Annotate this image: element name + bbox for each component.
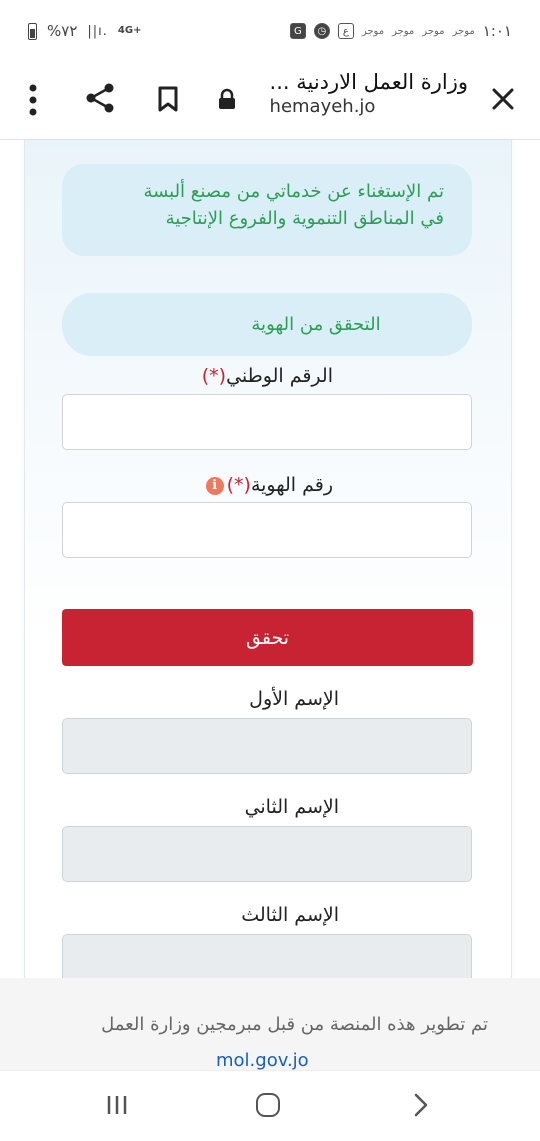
home-icon[interactable] <box>256 1093 280 1117</box>
second-name-label: الإسم الثاني <box>244 796 339 818</box>
third-name-field <box>62 934 472 978</box>
notification-label: موجر <box>452 25 475 37</box>
notification-label: موجر <box>422 25 445 37</box>
translate-notification-icon: G <box>290 23 306 39</box>
signal-icon: ||ı. <box>87 23 108 39</box>
battery-icon <box>28 23 37 40</box>
id-number-label-text: رقم الهوية <box>250 474 333 496</box>
required-mark: (*) <box>201 365 227 387</box>
recent-apps-icon[interactable] <box>106 1094 128 1116</box>
section-title: التحقق من الهوية <box>251 314 381 335</box>
status-right <box>290 22 512 40</box>
battery-percent: %٧٢ <box>47 22 78 40</box>
close-icon[interactable] <box>488 84 518 114</box>
system-navigation-bar <box>0 1070 540 1141</box>
notice-line-1: تم الإستغناء عن خدماتي من مصنع ألبسة <box>143 181 444 202</box>
share-icon[interactable] <box>85 82 115 114</box>
footer-text: تم تطوير هذه المنصة من قبل مبرمجين وزارة العمل <box>101 1014 488 1035</box>
identity-section-header <box>62 293 472 356</box>
browser-toolbar <box>0 62 540 140</box>
notice-line-2: في المناطق التنموية والفروع الإنتاجية <box>165 208 444 229</box>
national-id-input[interactable] <box>62 394 472 450</box>
notification-label: موجر <box>361 25 385 37</box>
lock-icon[interactable] <box>218 88 236 110</box>
second-name-field <box>62 826 472 882</box>
notification-label: موجر <box>392 25 415 37</box>
back-icon[interactable] <box>412 1093 430 1117</box>
page-title: وزارة العمل الاردنية ... <box>269 70 468 94</box>
national-id-label-text: الرقم الوطني <box>226 365 333 387</box>
page-footer <box>0 978 540 1070</box>
bookmark-icon[interactable] <box>158 86 178 112</box>
id-number-input[interactable] <box>62 502 472 558</box>
status-left <box>28 22 141 40</box>
notice-banner <box>62 164 472 256</box>
web-content <box>24 140 512 978</box>
id-number-label <box>206 474 333 496</box>
keyboard-notification-icon: ع <box>338 23 354 39</box>
status-bar <box>0 0 540 62</box>
info-icon[interactable]: i <box>206 477 224 495</box>
page-host: hemayeh.jo <box>269 96 376 117</box>
required-mark: (*) <box>226 474 251 496</box>
verify-button[interactable]: تحقق <box>62 609 473 666</box>
footer-link[interactable]: mol.gov.jo <box>216 1050 309 1070</box>
first-name-label: الإسم الأول <box>249 688 339 710</box>
first-name-field <box>62 718 472 774</box>
clock-time: ١:٠١ <box>482 22 512 40</box>
clock-notification-icon: ◷ <box>314 23 330 39</box>
page-info[interactable] <box>270 70 468 117</box>
third-name-label: الإسم الثالث <box>241 904 339 926</box>
network-type: 4G+ <box>117 25 142 36</box>
national-id-label <box>202 365 333 387</box>
more-options-icon[interactable] <box>28 84 38 116</box>
